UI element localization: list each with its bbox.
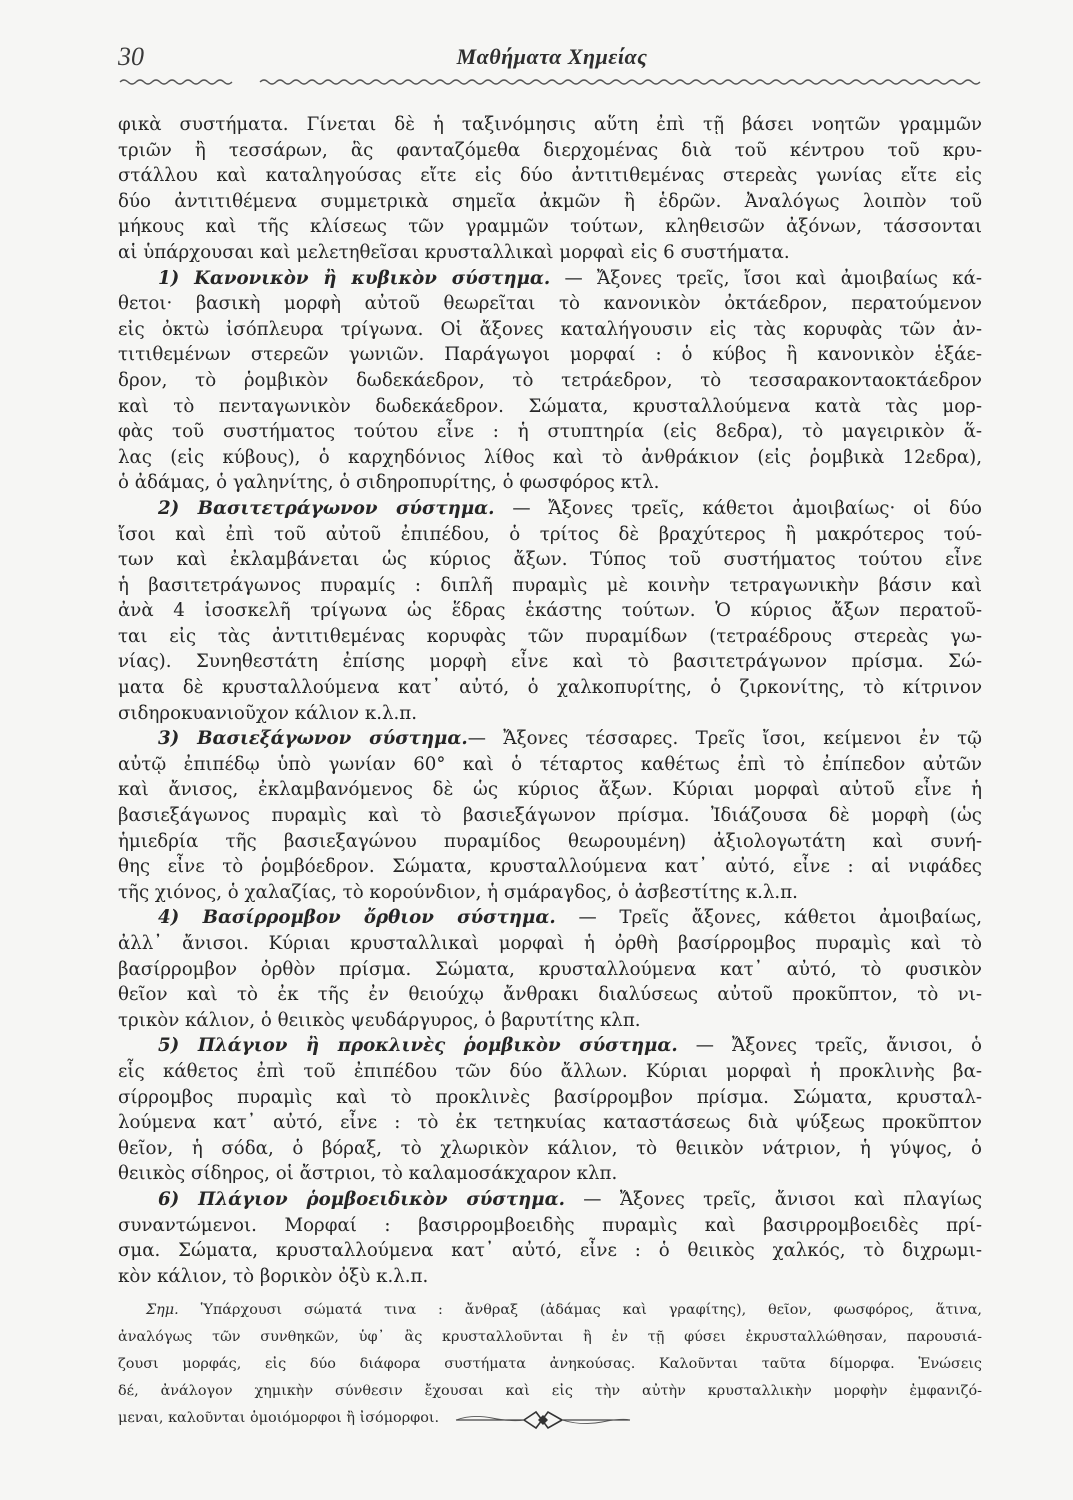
main-text [118, 112, 982, 1431]
text-line: ζουσι μορφάς, εἰς δύο διάφορα συστήματα ἀνηκούσας. Καλοῦνται ταῦτα δίμορφα. Ἑνώσεις [118, 1355, 982, 1372]
page-number: 30 [118, 42, 144, 71]
section-tetragonal-system [118, 496, 982, 726]
section-text: — Ἄξονες τρεῖς, ἄνισοι, ὁ [677, 1035, 982, 1057]
section-heading: 6) Πλάγιον ῥομβοειδικὸν σύστημα. [158, 1188, 565, 1210]
text-line: καὶ ἄνισος, ἐκλαμβανόμενος δὲ ὡς κύριος ἄξων. Κύριαι μορφαὶ αὐτοῦ εἶνε ἡ [118, 779, 982, 801]
section-text: — Ἄξονες τέσσαρες. Τρεῖς ἴσοι, κείμενοι ἐν τῷ [467, 728, 982, 750]
running-title: Μαθήματα Χημείας [456, 44, 648, 69]
text-line: συναντώμενοι. Μορφαί : βασιρρομβοειδὴς πυραμὶς καὶ βασιρρομβοειδὲς πρί- [118, 1214, 982, 1236]
text-line: τιτιθεμένων στερεῶν γωνιῶν. Παράγωγοι μορφαί : ὁ κύβος ἢ κανονικὸν ἑξάε- [118, 344, 982, 366]
text-line: κὸν κάλιον, τὸ βορικὸν ὀξὺ κ.λ.π. [118, 1265, 429, 1287]
section-text: — Ἄξονες τρεῖς, ἴσοι καὶ ἀμοιβαίως κά- [550, 267, 982, 289]
text-line: βασίρρομβον ὀρθὸν πρίσμα. Σώματα, κρυσταλλούμενα κατ᾽ αὐτό, τὸ φυσικὸν [118, 958, 982, 980]
note-label: Σημ. [146, 1302, 179, 1319]
text-line: αὐτῷ ἐπιπέδῳ ὑπὸ γωνίαν 60° καὶ ὁ τέταρτος καθέτως ἐπὶ τὸ ἐπίπεδον αὐτῶν [118, 753, 982, 775]
text-line: φικὰ συστήματα. Γίνεται δὲ ἡ ταξινόμησις αὕτη ἐπὶ τῇ βάσει νοητῶν γραμμῶν [118, 114, 982, 135]
text-line: τῆς χιόνος, ὁ χαλαζίας, τὸ κορούνδιον, ἡ σμάραγδος, ὁ ἀσβεστίτης κ.λ.π. [118, 881, 798, 903]
text-line: στάλλου καὶ καταληγούσας εἴτε εἰς δύο ἀντιτιθεμένας στερεὰς γωνίας εἴτε εἰς [118, 165, 982, 187]
text-line: λούμενα κατ᾽ αὐτό, εἶνε : τὸ ἐκ τετηκυίας καταστάσεως διὰ ψύξεως προκῦπτον [118, 1112, 982, 1134]
text-line: θειικὸς σίδηρος, οἱ ἄστριοι, τὸ καλαμοσάκχαρον κλπ. [118, 1163, 618, 1185]
section-triclinic-system [118, 1187, 982, 1289]
text-line: ται εἰς τὰς ἀντιτιθεμένας κορυφὰς τῶν πυραμίδων (τετραέδρους στερεὰς γω- [118, 625, 982, 647]
text-line: αἱ ὑπάρχουσαι καὶ μελετηθεῖσαι κρυσταλλικαὶ μορφαὶ εἰς 6 συστήματα. [118, 241, 790, 263]
text-line: νίας). Συνηθεστάτη ἐπίσης μορφὴ εἶνε καὶ τὸ βασιτετράγωνον πρίσμα. Σώ- [118, 651, 982, 673]
text-line: σίρρομβος πυραμὶς καὶ τὸ προκλινὲς βασίρρομβον πρίσμα. Σώματα, κρυσταλ- [118, 1086, 982, 1108]
text-line: τριῶν ἢ τεσσάρων, ἃς φανταζόμεθα διερχομένας διὰ τοῦ κέντρου τοῦ κρυ- [118, 139, 982, 161]
text-line: ἀλλ᾽ ἄνισοι. Κύριαι κρυσταλλικαὶ μορφαὶ ἡ ὀρθὴ βασίρρομβος πυραμὶς καὶ τὸ [118, 933, 982, 954]
text-line [118, 1187, 982, 1213]
text-line [118, 1297, 982, 1324]
text-line: ἀνὰ 4 ἰσοσκελῆ τρίγωνα ὡς ἕδρας ἑκάστης τούτων. Ὁ κύριος ἄξων περατοῦ- [118, 600, 982, 622]
text-line [118, 726, 982, 752]
text-line: δρον, τὸ ῥομβικὸν δωδεκάεδρον, τὸ τετράεδρον, τὸ τεσσαρακονταοκτάεδρον [118, 369, 982, 391]
text-line: θης εἶνε τὸ ῥομβόεδρον. Σώματα, κρυσταλλούμενα κατ᾽ αὐτό, εἶνε : αἱ νιφάδες [118, 856, 982, 878]
text-line: θετοι· βασικὴ μορφὴ αὐτοῦ θεωρεῖται τὸ κανονικὸν ὀκτάεδρον, περατούμενον [118, 293, 982, 315]
text-line: θεῖον καὶ τὸ ἐκ τῆς ἐν θειούχῳ ἄνθρακι διαλύσεως αὐτοῦ προκῦπτον, τὸ νι- [118, 984, 982, 1006]
note-text: Ὑπάρχουσι σώματά τινα : ἄνθραξ (ἀδάμας καὶ γραφίτης), θεῖον, φωσφόρος, ἅτινα, [178, 1302, 982, 1319]
text-line: σιδηροκυανιοῦχον κάλιον κ.λ.π. [118, 702, 418, 724]
text-line: ἀναλόγως τῶν συνθηκῶν, ὑφ᾽ ἃς κρυσταλλοῦνται ἢ ἐν τῇ φύσει ἐκρυσταλλώθησαν, παρουσιά- [118, 1329, 982, 1346]
text-line: εἷς κάθετος ἐπὶ τοῦ ἐπιπέδου τῶν δύο ἄλλων. Κύριαι μορφαὶ ἡ προκλινὴς βα- [118, 1060, 982, 1082]
section-heading: 5) Πλάγιον ἢ προκλινὲς ῥομβικὸν σύστημα. [158, 1035, 678, 1057]
section-cubic-system [118, 266, 982, 496]
section-text: — Ἄξονες τρεῖς, κάθετοι ἀμοιβαίως· οἱ δύο [494, 497, 982, 519]
text-line: μεναι, καλοῦνται ὁμοιόμορφοι ἢ ἰσόμορφοι. [118, 1409, 440, 1426]
text-line: δύο ἀντιτιθέμενα συμμετρικὰ σημεῖα ἀκμῶν ἢ ἑδρῶν. Ἀναλόγως λοιπὸν τοῦ [118, 190, 982, 212]
text-line: σμα. Σώματα, κρυσταλλούμενα κατ᾽ αὐτό, εἶνε : ὁ θειικὸς χαλκός, τὸ διχρωμι- [118, 1240, 982, 1262]
text-line: ματα δὲ κρυσταλλούμενα κατ᾽ αὐτό, ὁ χαλκοπυρίτης, ὁ ζιρκονίτης, τὸ κίτρινον [118, 677, 982, 699]
text-line: μήκους καὶ τῆς κλίσεως τῶν γραμμῶν τούτων, κληθεισῶν ἀξόνων, τάσσονται [118, 216, 982, 238]
text-line: θεῖον, ἡ σόδα, ὁ βόραξ, τὸ χλωρικὸν κάλιον, τὸ θειικὸν νάτριον, ἡ γύψος, ὁ [118, 1137, 982, 1159]
section-heading: 1) Κανονικὸν ἢ κυβικὸν σύστημα. [158, 267, 551, 289]
text-line: ἡ βασιτετράγωνος πυραμίς : διπλῆ πυραμὶς μὲ κοινὴν τετραγωνικὴν βάσιν καὶ [118, 574, 982, 596]
end-ornament-icon [452, 1405, 634, 1435]
text-line: δέ, ἀνάλογον χημικὴν σύνθεσιν ἔχουσαι καὶ εἰς τὴν αὐτὴν κρυσταλλικὴν μορφὴν ἐμφανιζό- [118, 1382, 982, 1399]
text-line: βασιεξάγωνος πυραμὶς καὶ τὸ βασιεξάγωνον πρίσμα. Ἰδιάζουσα δὲ μορφὴ (ὡς [118, 805, 982, 827]
text-line [118, 266, 982, 292]
section-text: — Τρεῖς ἄξονες, κάθετοι ἀμοιβαίως, [555, 907, 982, 929]
header-ornamental-rule [118, 74, 986, 88]
section-heading: 2) Βασιτετράγωνον σύστημα. [158, 497, 495, 519]
text-line: φὰς τοῦ συστήματος τούτου εἶνε : ἡ στυπτηρία (εἰς 8εδρα), τὸ μαγειρικὸν ἅ- [118, 421, 982, 443]
page-header [118, 40, 986, 90]
section-heading: 3) Βασιεξάγωνον σύστημα. [158, 728, 468, 750]
text-line [118, 905, 982, 931]
section-heading: 4) Βασίρρομβον ὄρθιον σύστημα. [158, 907, 556, 929]
text-line: εἰς ὀκτὼ ἰσόπλευρα τρίγωνα. Οἱ ἄξονες καταλήγουσιν εἰς τὰς κορυφὰς τῶν ἀν- [118, 318, 982, 340]
section-hexagonal-system [118, 726, 982, 905]
text-line [118, 1033, 982, 1059]
text-line: καὶ τὸ πενταγωνικὸν δωδεκάεδρον. Σώματα, κρυσταλλούμενα κατὰ τὰς μορ- [118, 395, 982, 417]
text-line: τρικὸν κάλιον, ὁ θειικὸς ψευδάργυρος, ὁ βαρυτίτης κλπ. [118, 1009, 641, 1031]
text-line: ἡμιεδρία τῆς βασιεξαγώνου πυραμίδος θεωρουμένη) ἀξιολογωτάτη καὶ συνή- [118, 830, 982, 852]
intro-paragraph [118, 112, 982, 266]
text-line [118, 496, 982, 522]
text-line: ὁ ἀδάμας, ὁ γαληνίτης, ὁ σιδηροπυρίτης, ὁ φωσφόρος κτλ. [118, 472, 660, 494]
text-line: ἴσοι καὶ ἐπὶ τοῦ αὐτοῦ ἐπιπέδου, ὁ τρίτος δὲ βραχύτερος ἢ μακρότερος τού- [118, 523, 982, 545]
section-orthorhombic-system [118, 905, 982, 1033]
section-monoclinic-system [118, 1033, 982, 1187]
text-line: των καὶ ἐκλαμβάνεται ὡς κύριος ἄξων. Τύπος τοῦ συστήματος τούτου εἶνε [118, 549, 982, 571]
section-text: — Ἄξονες τρεῖς, ἄνισοι καὶ πλαγίως [564, 1188, 983, 1210]
text-line: λας (εἰς κύβους), ὁ καρχηδόνιος λίθος καὶ τὸ ἀνθράκιον (εἰς ῥομβικὰ 12εδρα), [118, 446, 982, 468]
